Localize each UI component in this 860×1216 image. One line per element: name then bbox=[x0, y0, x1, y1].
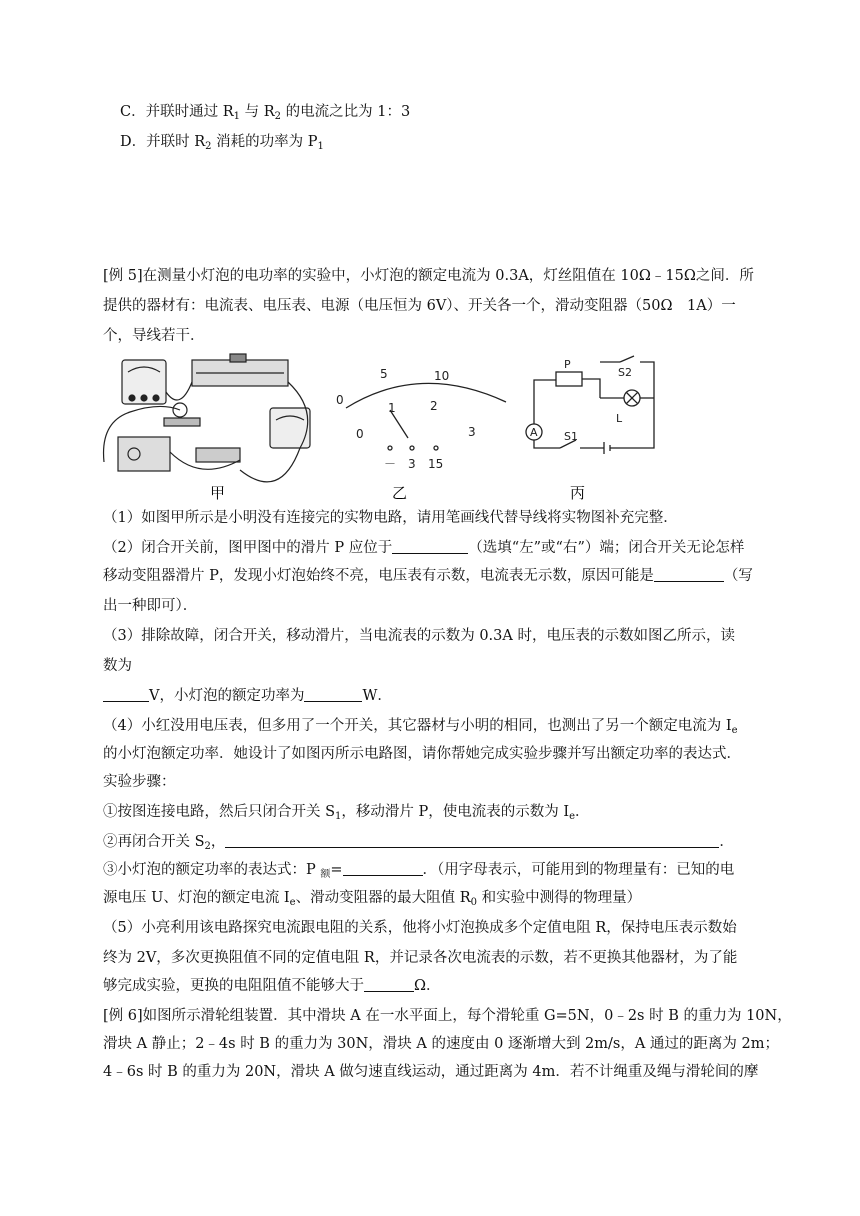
lamp-label: L bbox=[616, 412, 623, 425]
switch-s2-label: S2 bbox=[618, 366, 632, 379]
question-4-step3-cont: 源电压 U、灯泡的额定电流 $I_e$、滑动变阻器的最大阻值 $R_0$ 和实验中测得的物理量） bbox=[103, 890, 642, 908]
question-5-line1: （5）小亮利用该电路探究电流跟电阻的关系，他将小灯泡换成多个定值电阻 R，保持电压表示数始 bbox=[103, 920, 737, 936]
label-jia: 甲 bbox=[210, 484, 226, 502]
ex6-line2: 滑块 A 静止；2﹣4s 时 B 的重力为 30N，滑块 A 的速度由 0 逐渐增大到 2m/s，A 通过的距离为 2m； bbox=[103, 1036, 780, 1052]
dial-top-0: 0 bbox=[336, 393, 344, 407]
question-4-step3: ③小灯泡的额定功率的表达式：P $_额$= ．（用字母表示，可能用到的物理量有：已知的电 bbox=[103, 862, 735, 880]
answer-blank-slider-side[interactable] bbox=[392, 539, 468, 554]
label-yi: 乙 bbox=[392, 484, 408, 502]
question-4-step1: ①按图连接电路，然后只闭合开关 $S_1$，移动滑片 P，使电流表的示数为 $I_e$． bbox=[103, 804, 590, 822]
dial-bottom-1: 1 bbox=[388, 401, 396, 415]
dial-top-5: 5 bbox=[380, 367, 388, 381]
answer-blank-power[interactable] bbox=[304, 687, 362, 702]
terminal-3: 3 bbox=[408, 457, 416, 471]
ex5-line2: 提供的器材有：电流表、电压表、电源（电压恒为 6V）、开关各一个，滑动变阻器（50Ω 1A）一 bbox=[103, 298, 736, 314]
question-2-line2: 移动变阻器滑片 P，发现小灯泡始终不亮，电压表有示数，电流表无示数，原因可能是 （写 bbox=[103, 568, 753, 584]
answer-blank-power-expression[interactable] bbox=[343, 861, 423, 876]
answer-blank-step2[interactable] bbox=[225, 833, 719, 848]
dial-bottom-3: 3 bbox=[468, 425, 476, 439]
ex6-line1: [例 6]如图所示滑轮组装置．其中滑块 A 在一水平面上，每个滑轮重 G=5N，0﹣2s 时 B 的重力为 10N， bbox=[103, 1008, 792, 1024]
terminal-minus: － bbox=[384, 457, 397, 471]
question-4-line1: （4）小红没用电压表，但多用了一个开关，其它器材与小明的相同，也测出了另一个额定电流为 $I_e$ bbox=[103, 718, 738, 736]
question-2-line3: 出一种即可）． bbox=[103, 598, 198, 614]
experiment-figure bbox=[100, 352, 660, 502]
question-2-line1: （2）闭合开关前，图甲图中的滑片 P 应位于 （选填“左”或“右”）端；闭合开关无论怎样 bbox=[103, 540, 745, 556]
answer-blank-voltage[interactable] bbox=[103, 687, 149, 702]
circuit-schematic bbox=[526, 356, 654, 454]
switch-s1-label: S1 bbox=[564, 430, 578, 443]
question-4-line2: 的小灯泡额定功率．她设计了如图丙所示电路图，请你帮她完成实验步骤并写出额定功率的表达式． bbox=[103, 746, 741, 762]
answer-blank-fault-cause[interactable] bbox=[654, 567, 724, 582]
answer-blank-max-resistance[interactable] bbox=[364, 977, 414, 992]
question-3-line2: 数为 bbox=[103, 658, 132, 674]
question-3-line1: （3）排除故障，闭合开关，移动滑片，当电流表的示数为 0.3A 时，电压表的示数如图乙所示，读 bbox=[103, 628, 735, 644]
option-c: C．并联时通过 $R_1$ 与 $R_2$ 的电流之比为 1：3 bbox=[120, 104, 411, 122]
dial-top-10: 10 bbox=[434, 369, 450, 383]
slider-label: P bbox=[564, 358, 571, 371]
terminal-15: 15 bbox=[428, 457, 444, 471]
question-4-step2: ②再闭合开关 $S_2$， ． bbox=[103, 834, 734, 852]
label-bing: 丙 bbox=[570, 484, 586, 502]
question-5-line2: 终为 2V，多次更换阻值不同的定值电阻 R，并记录各次电流表的示数，若不更换其他器材，为了能 bbox=[103, 950, 738, 966]
question-3-line3: V，小灯泡的额定功率为 W． bbox=[103, 686, 392, 706]
dial-bottom-0: 0 bbox=[356, 427, 364, 441]
option-d: D．并联时 $R_2$ 消耗的功率为 $P_1$ bbox=[120, 134, 324, 152]
physical-circuit-diagram bbox=[104, 354, 310, 482]
ex6-line3: 4﹣6s 时 B 的重力为 20N，滑块 A 做匀速直线运动，通过距离为 4m．若不计绳重及绳与滑轮间的摩 bbox=[103, 1064, 759, 1080]
dial-bottom-2: 2 bbox=[430, 399, 438, 413]
question-5-line3: 够完成实验，更换的电阻阻值不能够大于 Ω． bbox=[103, 978, 441, 994]
ex5-line3: 个，导线若干． bbox=[103, 328, 205, 344]
ex5-line1: [例 5]在测量小灯泡的电功率的实验中，小灯泡的额定电流为 0.3A，灯丝阻值在 10Ω﹣15Ω之间．所 bbox=[103, 268, 754, 284]
ammeter-label: A bbox=[530, 426, 538, 439]
question-1: （1）如图甲所示是小明没有连接完的实物电路，请用笔画线代替导线将实物图补充完整． bbox=[103, 510, 678, 526]
question-4-line3: 实验步骤： bbox=[103, 774, 176, 790]
voltmeter-dial bbox=[346, 383, 506, 450]
